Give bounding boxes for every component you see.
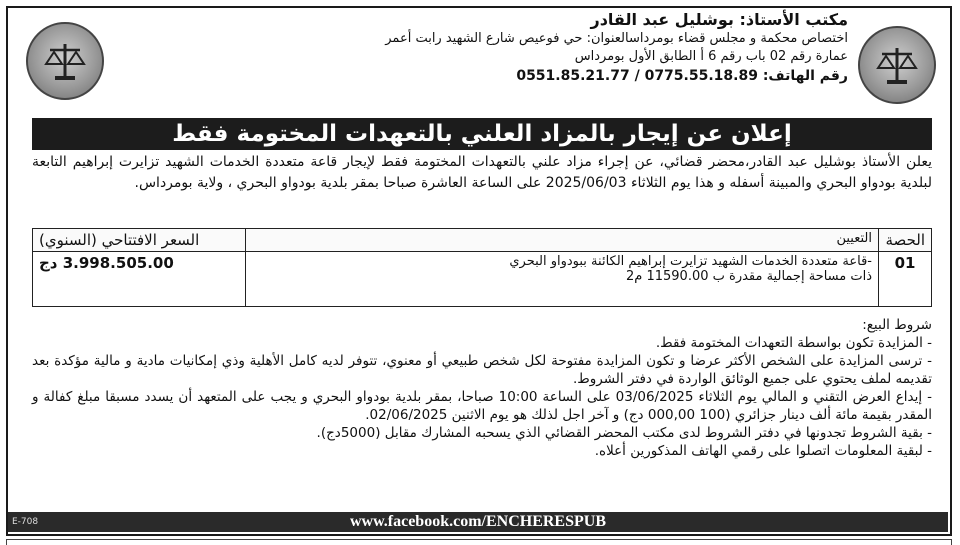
office-address: عمارة رقم 02 باب رقم 6 أ الطابق الأول بومرداس	[574, 49, 848, 64]
condition-item: - بقية الشروط تجدونها في دفتر الشروط لدى مكتب المحضر القضائي الذي يسحبه المشارك مقابل (5000دج).	[316, 425, 932, 441]
lot-number: 01	[879, 252, 932, 307]
facebook-link[interactable]: www.facebook.com/ENCHERESPUB	[8, 512, 948, 532]
header-price: السعر الافتتاحي (السنوي)	[33, 229, 246, 252]
office-phone: رقم الهاتف: 0775.55.18.89 / 0551.85.21.77	[516, 68, 848, 84]
lot-designation-line2: ذات مساحة إجمالية مقدرة ب 11590.00 م2	[626, 269, 872, 284]
scales-of-justice-logo-right	[858, 26, 936, 104]
reference-code: E-708	[12, 517, 39, 527]
condition-item: - المزايدة تكون بواسطة التعهدات المختومة فقط.	[655, 335, 932, 351]
notice-intro: يعلن الأستاذ بوشليل عبد القادر،محضر قضائي، عن إجراء مزاد علني بالتعهدات المختومة فقط لإيجار قاعة متعددة الخدمات الشهيد تزايرت إبراهيم التابعة لبلدية بودواو البحري والمبينة أسفله و هذا يوم الثلاثاء 2025/06/03 على الساعة العاشرة صباحا بمقر بلدية بودواو البحري ، ولاية بومرداس.	[32, 154, 932, 191]
condition-item: - ترسى المزايدة على الشخص الأكثر عرضا و تكون المزايدة مفتوحة لكل شخص طبيعي أو معنوي، تتوفر لديه كامل الأهلية وذي إمكانيات مادية و مالية مؤكدة بعد تقديمه لملف يحتوي على جميع الوثائق الواردة في دفتر الشروط.	[32, 353, 932, 387]
header-designation: التعيين	[246, 229, 879, 252]
lots-table	[32, 228, 932, 307]
next-notice-edge	[6, 539, 952, 545]
scales-of-justice-logo-left	[26, 22, 104, 100]
condition-item: - إيداع العرض التقني و المالي يوم الثلاثاء 03/06/2025 على الساعة 10:00 صباحا، بمقر بلدية بودواو البحري و يجب على المتعهد أن يسدد مسبقا مبلغ كفالة و المقدر بقيمة مائة ألف دينار جزائري (100 000,00 دج) و آخر اجل لذلك هو يوم الاثنين 02/06/2025.	[32, 389, 933, 423]
office-jurisdiction: اختصاص محكمة و مجلس قضاء بومرداسالعنوان: حي فوعيص شارع الشهيد رابت أعمر	[385, 31, 848, 46]
header-lot: الحصة	[879, 229, 932, 252]
office-title: مكتب الأستاذ: بوشليل عبد القادر	[590, 10, 848, 29]
lot-price	[33, 252, 246, 307]
lot-price-value: 3.998.505.00 دج	[39, 254, 174, 272]
table-row	[33, 252, 932, 307]
office-header	[288, 10, 848, 86]
conditions-title: شروط البيع:	[862, 317, 932, 333]
notice-headline: إعلان عن إيجار بالمزاد العلني بالتعهدات المختومة فقط	[32, 118, 932, 150]
lot-designation	[246, 252, 879, 307]
lots-table-header	[33, 229, 932, 252]
lot-designation-line1: -قاعة متعددة الخدمات الشهيد تزايرت إبراهيم الكائنة ببودواو البحري	[509, 254, 872, 269]
condition-item: - لبقية المعلومات اتصلوا على رقمي الهاتف المذكورين أعلاه.	[594, 443, 932, 459]
sale-conditions	[32, 316, 932, 460]
